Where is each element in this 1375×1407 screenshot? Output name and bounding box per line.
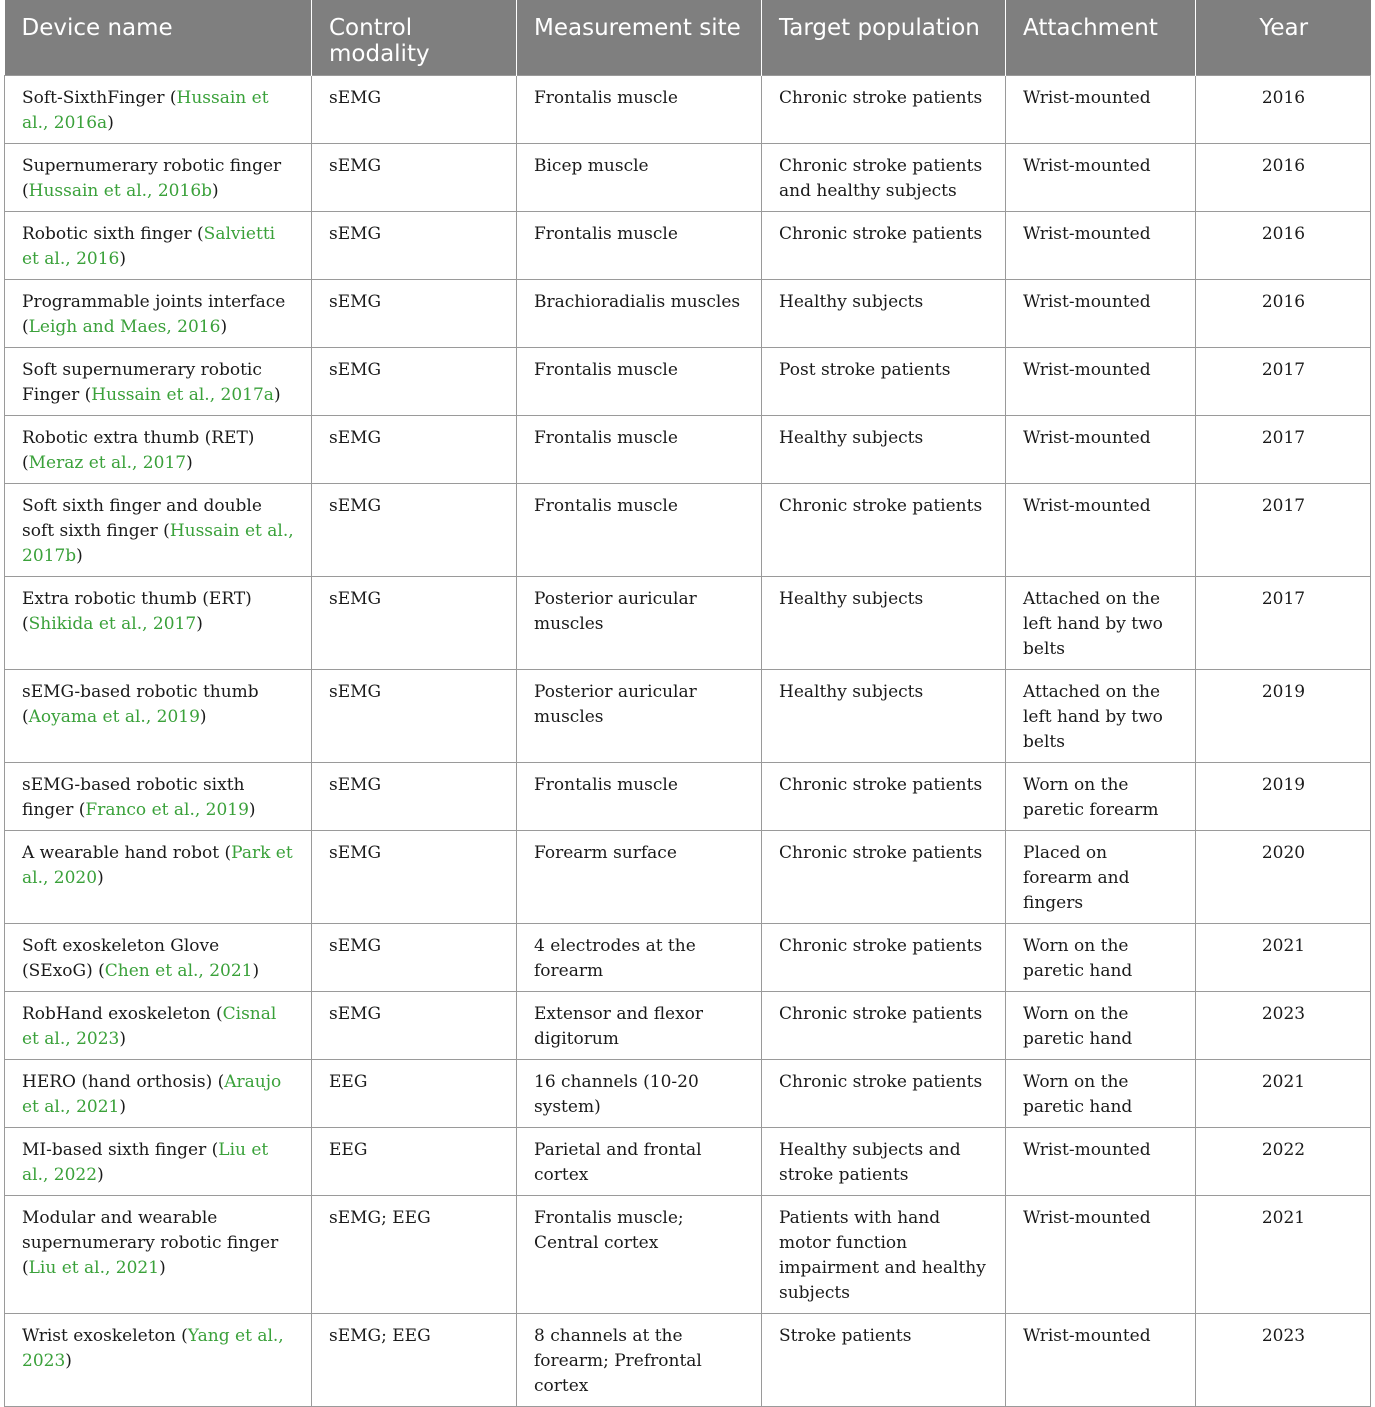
cell-attachment: Wrist-mounted <box>1006 1128 1196 1196</box>
cell-measurement-site: Posterior auricular muscles <box>517 670 762 763</box>
citation-link[interactable]: Meraz et al., 2017 <box>28 453 187 473</box>
device-name-text: Wrist exoskeleton ( <box>22 1326 188 1346</box>
cell-control-modality: sEMG <box>312 76 517 144</box>
table-row <box>5 416 1371 484</box>
cell-attachment: Worn on the paretic hand <box>1006 924 1196 992</box>
cell-year: 2021 <box>1196 924 1371 992</box>
cell-year: 2023 <box>1196 1314 1371 1407</box>
cell-target-population: Chronic stroke patients <box>762 212 1006 280</box>
header-device-name: Device name <box>5 0 312 76</box>
citation-link[interactable]: Aoyama et al., 2019 <box>28 707 200 727</box>
header-control-modality: Control modality <box>312 0 517 76</box>
cell-attachment: Wrist-mounted <box>1006 1314 1196 1407</box>
cell-attachment: Wrist-mounted <box>1006 1196 1196 1314</box>
citation-link[interactable]: Liu et al., 2022 <box>22 1140 269 1185</box>
citation-link[interactable]: Park et al., 2020 <box>22 843 293 888</box>
cell-year: 2017 <box>1196 416 1371 484</box>
cell-measurement-site: Bicep muscle <box>517 144 762 212</box>
cell-device-name <box>5 577 312 670</box>
cell-year: 2016 <box>1196 144 1371 212</box>
citation-link[interactable]: Leigh and Maes, 2016 <box>28 317 221 337</box>
cell-measurement-site: 16 channels (10-20 system) <box>517 1060 762 1128</box>
cell-device-name <box>5 1196 312 1314</box>
header-target-population: Target population <box>762 0 1006 76</box>
cell-device-name <box>5 212 312 280</box>
cell-device-name <box>5 1314 312 1407</box>
cell-device-name <box>5 924 312 992</box>
table-row <box>5 1314 1371 1407</box>
cell-device-name <box>5 484 312 577</box>
device-name-close-paren: ) <box>199 707 207 727</box>
cell-control-modality: sEMG <box>312 763 517 831</box>
cell-control-modality: sEMG <box>312 831 517 924</box>
cell-measurement-site: Frontalis muscle <box>517 763 762 831</box>
cell-control-modality: sEMG <box>312 992 517 1060</box>
device-name-text: RobHand exoskeleton ( <box>22 1004 223 1024</box>
device-name-text: Robotic sixth finger ( <box>22 224 204 244</box>
table-body <box>5 76 1371 1407</box>
cell-device-name <box>5 1128 312 1196</box>
device-name-close-paren: ) <box>248 800 256 820</box>
citation-link[interactable]: Liu et al., 2021 <box>28 1258 160 1278</box>
device-name-close-paren: ) <box>76 546 83 566</box>
cell-year: 2023 <box>1196 992 1371 1060</box>
cell-attachment: Wrist-mounted <box>1006 280 1196 348</box>
cell-target-population: Chronic stroke patients and healthy subjects <box>762 144 1006 212</box>
cell-control-modality: EEG <box>312 1128 517 1196</box>
cell-measurement-site: 4 electrodes at the forearm <box>517 924 762 992</box>
cell-target-population: Chronic stroke patients <box>762 831 1006 924</box>
citation-link[interactable]: Chen et al., 2021 <box>104 961 253 981</box>
cell-attachment: Wrist-mounted <box>1006 144 1196 212</box>
cell-attachment: Wrist-mounted <box>1006 348 1196 416</box>
device-name-text: Soft exoskeleton Glove (SExoG) ( <box>22 936 220 981</box>
device-name-text: Soft supernumerary robotic Finger ( <box>22 360 262 405</box>
citation-link[interactable]: Hussain et al., 2016a <box>22 88 269 133</box>
cell-device-name <box>5 992 312 1060</box>
cell-target-population: Healthy subjects and stroke patients <box>762 1128 1006 1196</box>
cell-target-population: Chronic stroke patients <box>762 763 1006 831</box>
device-name-text: Supernumerary robotic finger ( <box>22 156 282 201</box>
device-name-text: sEMG-based robotic sixth finger ( <box>22 775 245 820</box>
cell-year: 2020 <box>1196 831 1371 924</box>
table-row <box>5 670 1371 763</box>
device-name-close-paren: ) <box>119 249 126 269</box>
cell-control-modality: sEMG; EEG <box>312 1314 517 1407</box>
cell-device-name <box>5 76 312 144</box>
table-row <box>5 212 1371 280</box>
cell-measurement-site: Frontalis muscle <box>517 76 762 144</box>
device-name-close-paren: ) <box>196 614 203 634</box>
table-row <box>5 1196 1371 1314</box>
citation-link[interactable]: Cisnal et al., 2023 <box>22 1004 277 1049</box>
citation-link[interactable]: Shikida et al., 2017 <box>28 614 197 634</box>
cell-control-modality: sEMG <box>312 577 517 670</box>
cell-year: 2017 <box>1196 348 1371 416</box>
cell-year: 2021 <box>1196 1196 1371 1314</box>
cell-year: 2017 <box>1196 484 1371 577</box>
citation-link[interactable]: Araujo et al., 2021 <box>22 1072 282 1117</box>
cell-attachment: Worn on the paretic hand <box>1006 1060 1196 1128</box>
cell-measurement-site: 8 channels at the forearm; Prefrontal cortex <box>517 1314 762 1407</box>
device-name-close-paren: ) <box>97 1165 104 1185</box>
device-name-close-paren: ) <box>65 1351 72 1371</box>
device-name-text: Programmable joints interface ( <box>22 292 286 337</box>
cell-attachment: Worn on the paretic hand <box>1006 992 1196 1060</box>
table-row <box>5 144 1371 212</box>
table-header-row <box>5 0 1371 76</box>
cell-target-population: Chronic stroke patients <box>762 924 1006 992</box>
table-row <box>5 924 1371 992</box>
device-name-text: Extra robotic thumb (ERT) ( <box>22 589 252 634</box>
cell-target-population: Patients with hand motor function impairment and healthy subjects <box>762 1196 1006 1314</box>
cell-year: 2016 <box>1196 280 1371 348</box>
cell-control-modality: sEMG <box>312 484 517 577</box>
table-row <box>5 831 1371 924</box>
device-name-close-paren: ) <box>119 1097 126 1117</box>
device-name-text: sEMG-based robotic thumb ( <box>22 682 259 727</box>
cell-target-population: Healthy subjects <box>762 577 1006 670</box>
cell-year: 2017 <box>1196 577 1371 670</box>
device-name-text: Modular and wearable supernumerary robotic finger ( <box>22 1208 279 1278</box>
cell-attachment: Wrist-mounted <box>1006 76 1196 144</box>
cell-target-population: Healthy subjects <box>762 280 1006 348</box>
device-name-close-paren: ) <box>119 1029 126 1049</box>
citation-link[interactable]: Hussain et al., 2016b <box>28 181 213 201</box>
cell-device-name <box>5 831 312 924</box>
header-year: Year <box>1196 0 1371 76</box>
table-row <box>5 76 1371 144</box>
cell-year: 2021 <box>1196 1060 1371 1128</box>
cell-target-population: Healthy subjects <box>762 670 1006 763</box>
cell-control-modality: EEG <box>312 1060 517 1128</box>
cell-control-modality: sEMG <box>312 280 517 348</box>
citation-link[interactable]: Salvietti et al., 2016 <box>22 224 276 269</box>
cell-control-modality: sEMG; EEG <box>312 1196 517 1314</box>
cell-attachment: Worn on the paretic forearm <box>1006 763 1196 831</box>
header-measurement-site: Measurement site <box>517 0 762 76</box>
cell-year: 2019 <box>1196 763 1371 831</box>
cell-device-name <box>5 763 312 831</box>
cell-measurement-site: Frontalis muscle <box>517 348 762 416</box>
device-name-close-paren: ) <box>107 113 114 133</box>
table-row <box>5 1128 1371 1196</box>
citation-link[interactable]: Hussain et al., 2017b <box>22 521 294 566</box>
device-name-close-paren: ) <box>186 453 193 473</box>
table-row <box>5 763 1371 831</box>
cell-target-population: Post stroke patients <box>762 348 1006 416</box>
device-name-close-paren: ) <box>159 1258 166 1278</box>
cell-measurement-site: Frontalis muscle <box>517 416 762 484</box>
cell-year: 2016 <box>1196 76 1371 144</box>
cell-target-population: Chronic stroke patients <box>762 992 1006 1060</box>
cell-target-population: Chronic stroke patients <box>762 484 1006 577</box>
cell-measurement-site: Forearm surface <box>517 831 762 924</box>
citation-link[interactable]: Hussain et al., 2017a <box>91 385 274 405</box>
cell-device-name <box>5 1060 312 1128</box>
cell-device-name <box>5 280 312 348</box>
cell-attachment: Wrist-mounted <box>1006 212 1196 280</box>
table-row <box>5 992 1371 1060</box>
cell-measurement-site: Frontalis muscle; Central cortex <box>517 1196 762 1314</box>
cell-year: 2019 <box>1196 670 1371 763</box>
cell-control-modality: sEMG <box>312 924 517 992</box>
device-name-close-paren: ) <box>252 961 260 981</box>
device-name-text: MI-based sixth finger ( <box>22 1140 219 1160</box>
cell-measurement-site: Frontalis muscle <box>517 484 762 577</box>
cell-measurement-site: Brachioradialis muscles <box>517 280 762 348</box>
header-attachment: Attachment <box>1006 0 1196 76</box>
cell-device-name <box>5 348 312 416</box>
cell-device-name <box>5 416 312 484</box>
device-name-text: Soft sixth finger and double soft sixth finger ( <box>22 496 262 541</box>
table-row <box>5 577 1371 670</box>
cell-control-modality: sEMG <box>312 416 517 484</box>
device-name-text: Robotic extra thumb (RET) ( <box>22 428 255 473</box>
device-name-close-paren: ) <box>212 181 219 201</box>
device-name-text: A wearable hand robot ( <box>22 843 232 863</box>
table-row <box>5 1060 1371 1128</box>
cell-target-population: Healthy subjects <box>762 416 1006 484</box>
cell-control-modality: sEMG <box>312 348 517 416</box>
table-row <box>5 484 1371 577</box>
cell-device-name <box>5 144 312 212</box>
device-name-close-paren: ) <box>97 868 104 888</box>
cell-device-name <box>5 670 312 763</box>
cell-target-population: Chronic stroke patients <box>762 1060 1006 1128</box>
cell-measurement-site: Frontalis muscle <box>517 212 762 280</box>
device-name-close-paren: ) <box>273 385 281 405</box>
cell-attachment: Wrist-mounted <box>1006 484 1196 577</box>
cell-target-population: Chronic stroke patients <box>762 76 1006 144</box>
device-name-text: Soft-SixthFinger ( <box>22 88 177 108</box>
cell-attachment: Wrist-mounted <box>1006 416 1196 484</box>
cell-attachment: Attached on the left hand by two belts <box>1006 670 1196 763</box>
citation-link[interactable]: Yang et al., 2023 <box>22 1326 284 1371</box>
cell-measurement-site: Posterior auricular muscles <box>517 577 762 670</box>
cell-control-modality: sEMG <box>312 144 517 212</box>
cell-control-modality: sEMG <box>312 670 517 763</box>
cell-measurement-site: Extensor and flexor digitorum <box>517 992 762 1060</box>
table-row <box>5 348 1371 416</box>
table-row <box>5 280 1371 348</box>
cell-attachment: Attached on the left hand by two belts <box>1006 577 1196 670</box>
device-comparison-table <box>4 0 1371 1407</box>
cell-year: 2022 <box>1196 1128 1371 1196</box>
device-name-close-paren: ) <box>220 317 228 337</box>
cell-measurement-site: Parietal and frontal cortex <box>517 1128 762 1196</box>
cell-year: 2016 <box>1196 212 1371 280</box>
cell-target-population: Stroke patients <box>762 1314 1006 1407</box>
cell-control-modality: sEMG <box>312 212 517 280</box>
cell-attachment: Placed on forearm and fingers <box>1006 831 1196 924</box>
device-name-text: HERO (hand orthosis) ( <box>22 1072 225 1092</box>
citation-link[interactable]: Franco et al., 2019 <box>85 800 249 820</box>
